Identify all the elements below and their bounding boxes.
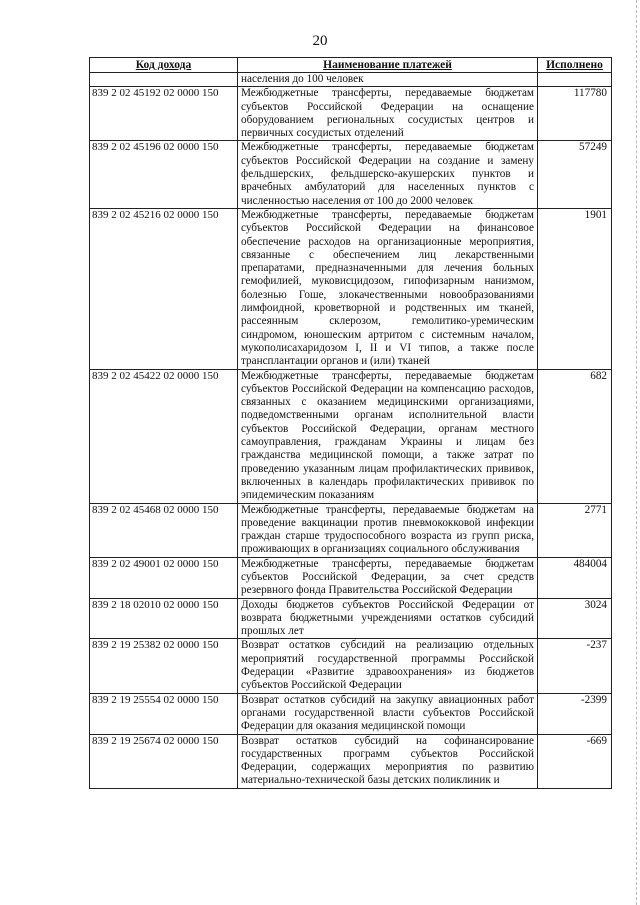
header-code: Код дохода [90,58,238,73]
table-header-row [90,58,612,73]
revenue-table [89,57,612,789]
table-body [90,73,612,789]
cell-code: 839 2 02 49001 02 0000 150 [90,557,238,598]
cell-name: Межбюджетные трансферты, передаваемые бюджетам на проведение вакцинации против пневмококковой инфекции граждан старше трудоспособного возраста из групп риска, проживающих в организациях социального обслуживания [238,503,538,557]
cell-code: 839 2 18 02010 02 0000 150 [90,598,238,639]
header-name: Наименование платежей [238,58,538,73]
cell-name: Возврат остатков субсидий на закупку авиационных работ органами государственной власти субъектов Российской Федерации для оказания медицинской помощи [238,693,538,734]
cell-code: 839 2 02 45468 02 0000 150 [90,503,238,557]
table-row [90,369,612,503]
page-edge-line [635,0,637,905]
cell-value: 682 [538,369,612,503]
cell-name: Возврат остатков субсидий на реализацию отдельных мероприятий государственной программы Российской Федерации «Развитие здравоохранения» из бюджетов субъектов Российской Федерации [238,639,538,693]
cell-name: населения до 100 человек [238,73,538,87]
cell-name: Межбюджетные трансферты, передаваемые бюджетам субъектов Российской Федерации на компенсацию расходов, связанных с оказанием медицинскими организациями, подведомственными органам исполнительной власти субъектов Российской Федерации, органам местного самоуправления, гражданам Украины и лицам без гражданства медицинской помощи, а также затрат по проведению указанным лицам профилактических прививок, включенных в календарь профилактических прививок по эпидемическим показаниям [238,369,538,503]
table-row [90,693,612,734]
cell-code: 839 2 19 25674 02 0000 150 [90,734,238,788]
table-row [90,73,612,87]
table-row [90,503,612,557]
cell-name: Возврат остатков субсидий на софинансирование государственных программ субъектов Российской Федерации, содержащих мероприятия по развитию материально-технической базы детских поликлиник и [238,734,538,788]
cell-code: 839 2 02 45422 02 0000 150 [90,369,238,503]
cell-code: 839 2 02 45192 02 0000 150 [90,87,238,141]
cell-name: Межбюджетные трансферты, передаваемые бюджетам субъектов Российской Федерации на создание и замену фельдшерских, фельдшерско-акушерских пунктов и врачебных амбулаторий для населенных пунктов с численностью населения от 100 до 2000 человек [238,141,538,208]
cell-value: -2399 [538,693,612,734]
cell-code: 839 2 19 25382 02 0000 150 [90,639,238,693]
table-row [90,639,612,693]
table-row [90,208,612,369]
cell-value: 1901 [538,208,612,369]
cell-name: Доходы бюджетов субъектов Российской Федерации от возврата бюджетными учреждениями остатков субсидий прошлых лет [238,598,538,639]
cell-name: Межбюджетные трансферты, передаваемые бюджетам субъектов Российской Федерации, за счет средств резервного фонда Правительства Российской Федерации [238,557,538,598]
table-row [90,598,612,639]
table-row [90,734,612,788]
cell-code: 839 2 02 45196 02 0000 150 [90,141,238,208]
cell-value: 2771 [538,503,612,557]
table-row [90,87,612,141]
cell-value: -669 [538,734,612,788]
cell-value [538,73,612,87]
page-number: 20 [312,33,328,49]
cell-code [90,73,238,87]
cell-value: 484004 [538,557,612,598]
cell-name: Межбюджетные трансферты, передаваемые бюджетам субъектов Российской Федерации на финансовое обеспечение расходов на организационные мероприятия, связанные с обеспечением лиц лекарственными препаратами, предназначенными для лечения больных гемофилией, муковисцидозом, гипофизарным нанизмом, болезнью Гоше, злокачественными новообразованиями лимфоидной, кроветворной и родственных им тканей, рассеянным склерозом, гемолитико-уремическим синдромом, юношеским артритом с системным началом, мукополисахаридозом I, II и VI типов, а также после трансплантации органов и (или) тканей [238,208,538,369]
cell-code: 839 2 19 25554 02 0000 150 [90,693,238,734]
cell-code: 839 2 02 45216 02 0000 150 [90,208,238,369]
cell-value: 117780 [538,87,612,141]
cell-value: 3024 [538,598,612,639]
header-executed: Исполнено [538,58,612,73]
cell-value: -237 [538,639,612,693]
table-row [90,141,612,208]
cell-name: Межбюджетные трансферты, передаваемые бюджетам субъектов Российской Федерации на оснащение оборудованием региональных сосудистых центров и первичных сосудистых отделений [238,87,538,141]
table-row [90,557,612,598]
cell-value: 57249 [538,141,612,208]
